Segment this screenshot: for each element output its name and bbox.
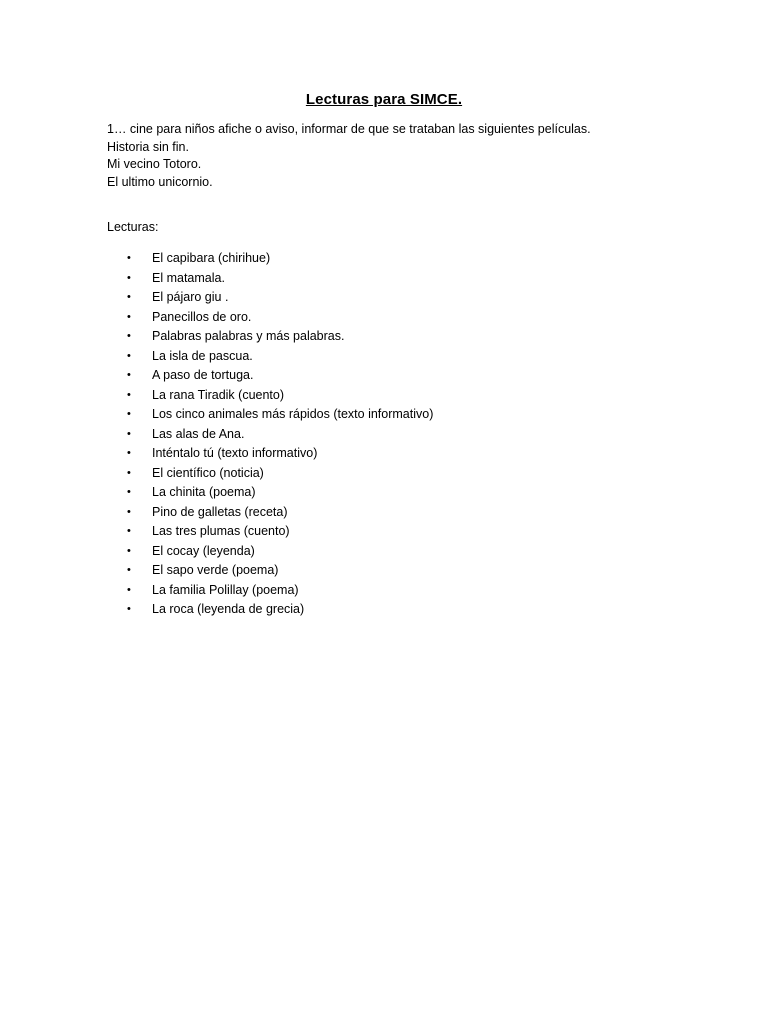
list-item-label: El científico (noticia): [152, 465, 264, 480]
list-item: [127, 425, 433, 445]
bullet-icon: •: [127, 349, 131, 362]
bullet-icon: •: [127, 388, 131, 401]
bullet-icon: •: [127, 486, 131, 498]
list-item: [127, 542, 433, 562]
bullet-icon: •: [127, 369, 131, 381]
intro-paragraph: [107, 121, 591, 191]
list-item: [127, 581, 433, 601]
bullet-icon: •: [127, 505, 131, 518]
bullet-icon: •: [127, 466, 131, 479]
list-item-label: A paso de tortuga.: [152, 368, 254, 382]
bullet-icon: •: [127, 583, 131, 596]
bullet-icon: •: [127, 291, 131, 303]
bullet-icon: •: [127, 525, 131, 537]
list-item-label: La chinita (poema): [152, 485, 256, 499]
intro-line: 1… cine para niños afiche o aviso, informar de que se trataban las siguientes películas.: [107, 122, 591, 136]
list-item-label: El pájaro giu .: [152, 290, 229, 304]
intro-line: Mi vecino Totoro.: [107, 157, 202, 171]
page-title: Lecturas para SIMCE.: [305, 91, 463, 108]
list-item: [127, 269, 433, 289]
list-item: [127, 444, 433, 464]
readings-heading: Lecturas:: [107, 220, 159, 234]
list-item-label: El cocay (leyenda): [152, 543, 255, 558]
list-item: [127, 600, 433, 620]
list-item: [127, 503, 433, 523]
list-item: [127, 405, 433, 425]
bullet-icon: •: [127, 252, 131, 264]
bullet-icon: •: [127, 408, 131, 420]
bullet-icon: •: [127, 447, 131, 459]
intro-line: Historia sin fin.: [107, 139, 189, 154]
list-item: [127, 464, 433, 484]
bullet-icon: •: [127, 310, 131, 323]
list-item-label: El capibara (chirihue): [152, 251, 271, 265]
bullet-icon: •: [127, 330, 131, 342]
list-item: [127, 249, 433, 269]
list-item-label: La isla de pascua.: [152, 348, 253, 363]
intro-line: El ultimo unicornio.: [107, 174, 213, 189]
list-item-label: Las alas de Ana.: [152, 426, 245, 441]
list-item-label: Las tres plumas (cuento): [152, 524, 290, 538]
list-item-label: Palabras palabras y más palabras.: [152, 329, 345, 343]
list-item-label: La rana Tiradik (cuento): [152, 387, 285, 402]
list-item-label: El sapo verde (poema): [152, 563, 279, 577]
bullet-icon: •: [127, 271, 131, 284]
list-item-label: La roca (leyenda de grecia): [152, 602, 305, 616]
list-item: [127, 308, 433, 328]
list-item: [127, 366, 433, 386]
list-item: [127, 561, 433, 581]
list-item: [127, 386, 433, 406]
list-item-label: Panecillos de oro.: [152, 309, 252, 324]
bullet-icon: •: [127, 427, 131, 440]
list-item: [127, 483, 433, 503]
list-item-label: La familia Polillay (poema): [152, 582, 299, 597]
list-item-label: El matamala.: [152, 270, 225, 285]
readings-list: [127, 249, 433, 620]
list-item-label: Pino de galletas (receta): [152, 504, 288, 519]
list-item-label: Los cinco animales más rápidos (texto informativo): [152, 407, 434, 421]
list-item-label: Inténtalo tú (texto informativo): [152, 446, 318, 460]
list-item: [127, 522, 433, 542]
bullet-icon: •: [127, 564, 131, 576]
list-item: [127, 347, 433, 367]
bullet-icon: •: [127, 603, 131, 615]
list-item: [127, 288, 433, 308]
list-item: [127, 327, 433, 347]
bullet-icon: •: [127, 544, 131, 557]
